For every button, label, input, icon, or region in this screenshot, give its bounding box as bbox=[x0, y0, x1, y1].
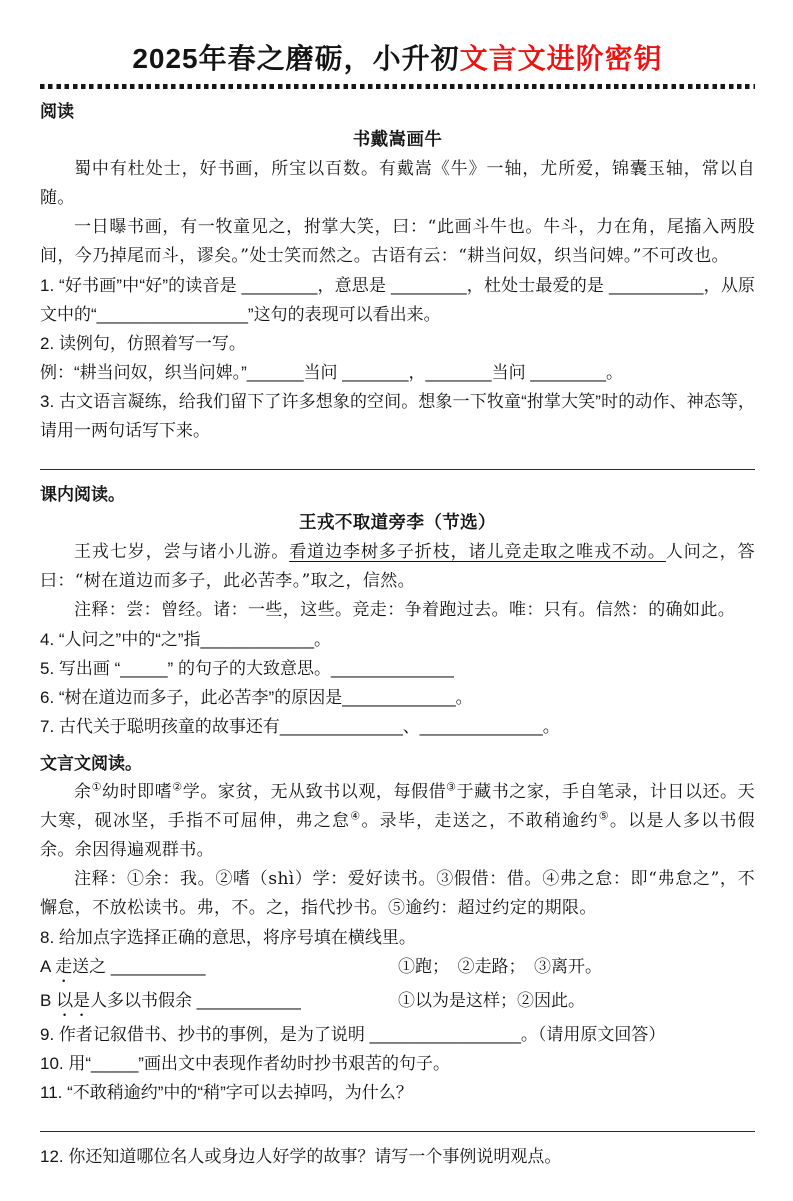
passage-title-shudaisong: 书戴嵩画牛 bbox=[352, 130, 443, 150]
reading-heading: 阅读 bbox=[40, 102, 74, 121]
question-6: 6. “树在道边而多子，此必苦李”的原因是____________。 bbox=[40, 688, 473, 707]
section-reading bbox=[40, 97, 755, 470]
passage-paragraph: 王戎七岁，尝与诸小儿游。看道边李树多子折枝，诸儿竞走取之唯戎不动。人问之，答曰：“树在道边而多子，此必苦李。”取之，信然。 bbox=[40, 542, 755, 591]
question-8b-stem: B 以是人多以书假余 ___________ bbox=[40, 991, 301, 1010]
passage-paragraph: 余①幼时即嗜②学。家贫，无从致书以观，每假借③于藏书之家，手自笔录，计日以还。天大寒，砚冰坚，手指不可屈伸，弗之怠④。录毕，走送之，不敢稍逾约⑤。以是人多以书假余。余因得遍观群书。 bbox=[40, 780, 756, 860]
question-7: 7. 古代关于聪明孩童的故事还有_____________、_____________。 bbox=[40, 717, 560, 736]
question-8a-stem: A 走送之 __________ bbox=[40, 957, 206, 976]
page-title-black: 2025年春之磨砺，小升初 bbox=[132, 43, 460, 74]
question-8-option-a bbox=[40, 952, 755, 986]
question-5: 5. 写出画 “_____” 的句子的大致意思。_____________ bbox=[40, 659, 454, 678]
question-3: 3. 古文语言凝练，给我们留下了许多想象的空间。想象一下牧童“拊掌大笑”时的动作、神态等，请用一两句话写下来。 bbox=[40, 392, 755, 440]
passage-paragraph: 蜀中有杜处士，好书画，所宝以百数。有戴嵩《牛》一轴，尤所爱，锦囊玉轴，常以自随。 bbox=[40, 159, 755, 208]
question-8-option-b bbox=[40, 986, 755, 1020]
question-12: 12. 你还知道哪位名人或身边人好学的故事？请写一个事例说明观点。 bbox=[40, 1147, 562, 1166]
passage-paragraph: 一日曝书画，有一牧童见之，拊掌大笑，曰：“此画斗牛也。牛斗，力在角，尾搐入两股间，今乃掉尾而斗，谬矣。”处士笑而然之。古语有云：“耕当问奴，织当问婢。”不可改也。 bbox=[40, 217, 755, 266]
question-2: 2. 读例句，仿照着写一写。 bbox=[40, 334, 246, 353]
answer-line bbox=[40, 469, 755, 470]
question-8b-choices: ①以为是这样；②因此。 bbox=[398, 991, 585, 1010]
section-classical-reading bbox=[40, 749, 755, 1171]
passage-notes: 注释：尝：曾经。诸：一些，这些。竞走：争着跑过去。唯：只有。信然：的确如此。 bbox=[74, 600, 736, 620]
question-11: 11. “不敢稍逾约”中的“稍”字可以去掉吗，为什么？ bbox=[40, 1083, 413, 1102]
page-title bbox=[40, 42, 755, 76]
question-8: 8. 给加点字选择正确的意思，将序号填在横线里。 bbox=[40, 928, 416, 947]
section-classwork-reading bbox=[40, 480, 755, 741]
answer-line bbox=[40, 1131, 755, 1132]
question-1: 1. “好书画”中“好”的读音是 ________，意思是 ________，杜处士最爱的是 __________，从原文中的“________________”这句的表现可以看出来。 bbox=[40, 276, 755, 324]
question-10: 10. 用“_____”画出文中表现作者幼时抄书艰苦的句子。 bbox=[40, 1054, 450, 1073]
passage-title-wangrong: 王戎不取道旁李（节选） bbox=[299, 513, 496, 533]
question-2-example: 例：“耕当问奴，织当问婢。”______当问 _______，_______当问 ________。 bbox=[40, 363, 623, 382]
classical-heading: 文言文阅读。 bbox=[40, 754, 142, 773]
passage-notes: 注释：①余：我。②嗜（shì）学：爱好读书。③假借：借。④弗之怠：即“弗怠之”，不懈怠，不放松读书。弗，不。之，指代抄书。⑤逾约：超过约定的期限。 bbox=[40, 869, 755, 918]
classwork-heading: 课内阅读。 bbox=[40, 485, 125, 504]
dotted-separator bbox=[40, 84, 755, 89]
page-title-red: 文言文进阶密钥 bbox=[459, 43, 663, 74]
question-9: 9. 作者记叙借书、抄书的事例，是为了说明 ________________。（请用原文回答） bbox=[40, 1025, 666, 1044]
question-4: 4. “人问之”中的“之”指____________。 bbox=[40, 630, 332, 649]
question-8a-choices: ①跑； ②走路； ③离开。 bbox=[398, 957, 602, 976]
